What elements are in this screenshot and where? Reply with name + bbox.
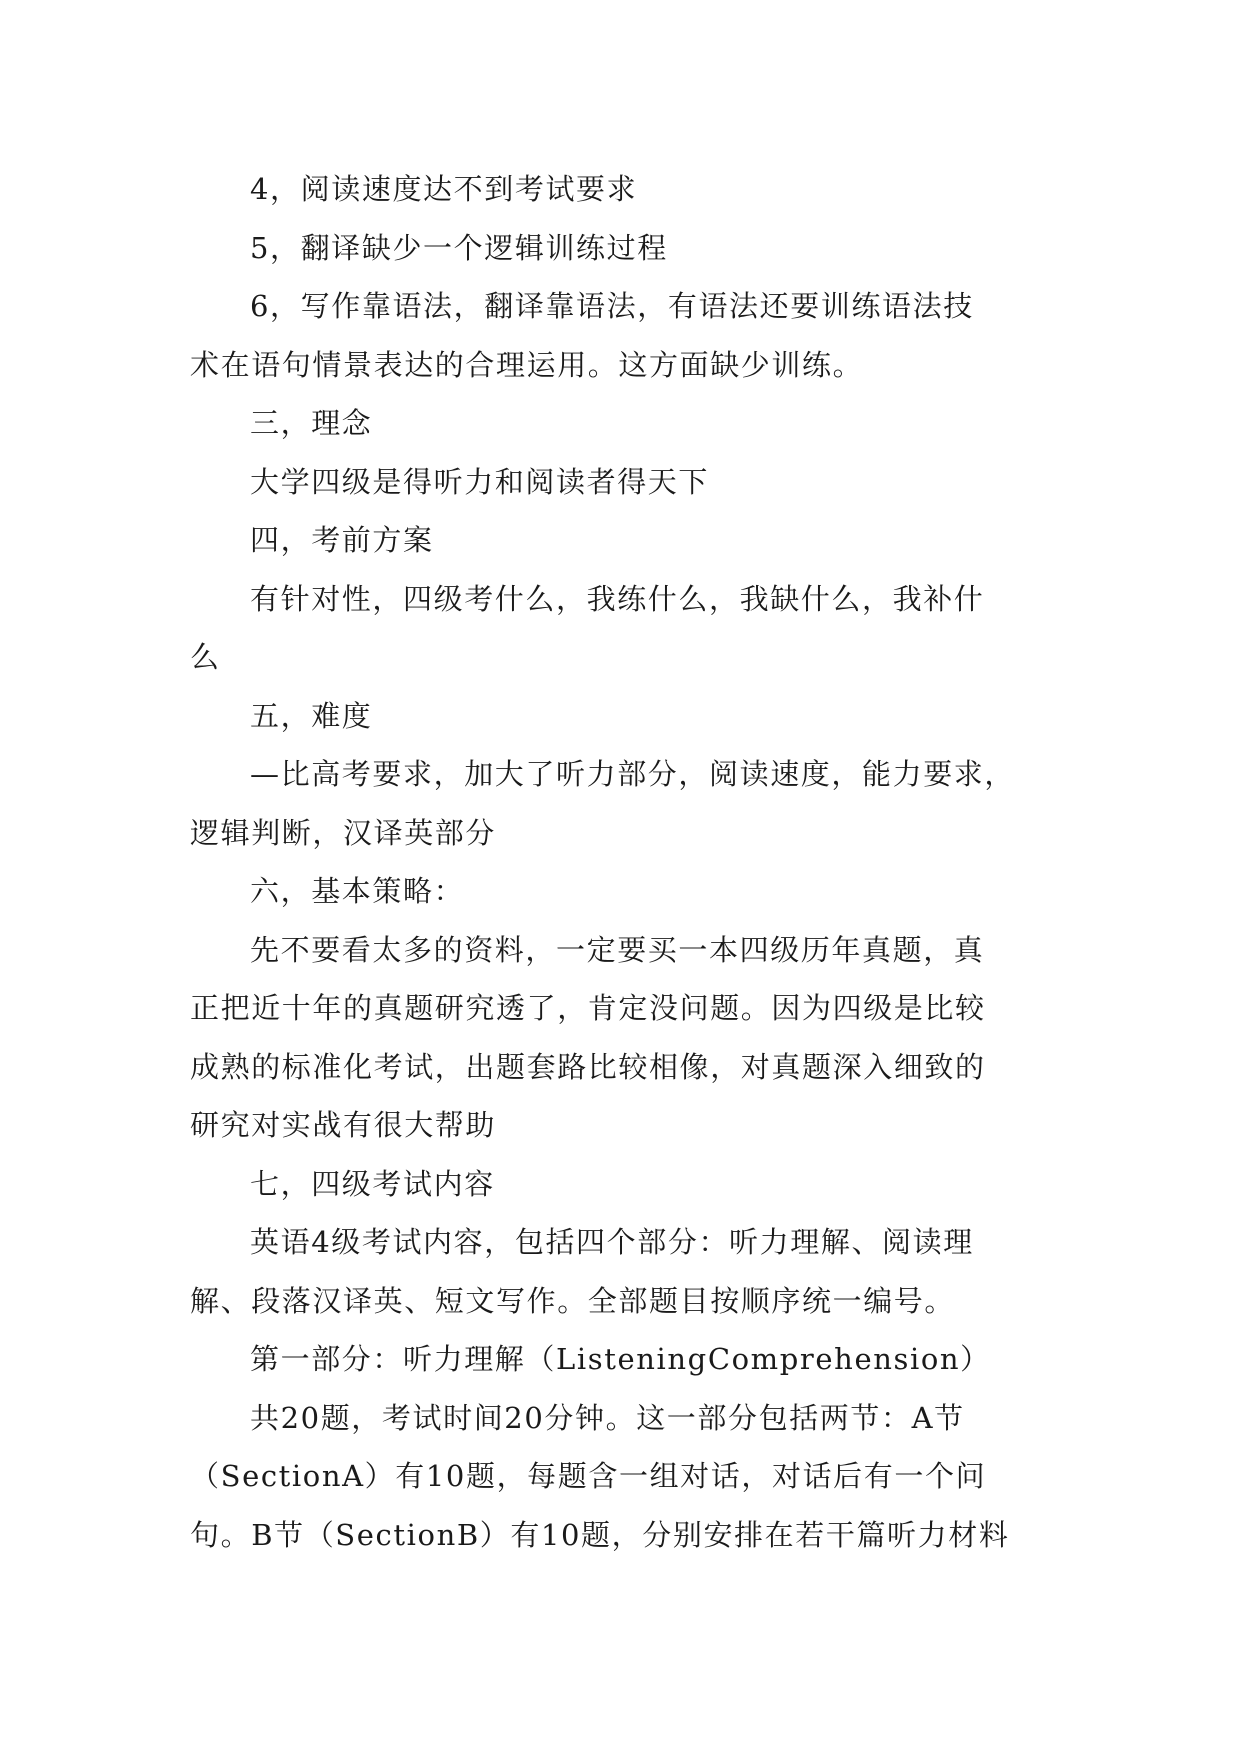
- text-line: （SectionA）有10题，每题含一组对话，对话后有一个问: [190, 1459, 987, 1493]
- text-line: —比高考要求，加大了听力部分，阅读速度，能力要求，: [250, 757, 1016, 791]
- subsection-heading: 第一部分：听力理解（ListeningComprehension）: [250, 1342, 991, 1376]
- text-line: 逻辑判断，汉译英部分: [190, 815, 497, 850]
- text-line: 英语4级考试内容，包括四个部分：听力理解、阅读理: [250, 1225, 974, 1259]
- text-line: 术在语句情景表达的合理运用。这方面缺少训练。: [190, 347, 864, 382]
- text-line: 正把近十年的真题研究透了，肯定没问题。因为四级是比较: [190, 991, 986, 1025]
- section-heading: 三，理念: [250, 406, 373, 440]
- text-line: 先不要看太多的资料，一定要买一本四级历年真题，真: [250, 932, 985, 967]
- text-line: 成熟的标准化考试，出题套路比较相像，对真题深入细致的: [190, 1049, 986, 1084]
- text-line: 么: [190, 640, 221, 674]
- text-line: 共20题，考试时间20分钟。这一部分包括两节：A节: [250, 1400, 965, 1435]
- section-heading: 六，基本策略：: [250, 874, 465, 908]
- text-line: 解、段落汉译英、短文写作。全部题目按顺序统一编号。: [190, 1283, 956, 1318]
- text-line: 大学四级是得听力和阅读者得天下: [250, 464, 710, 499]
- text-line: 6，写作靠语法，翻译靠语法，有语法还要训练语法技: [250, 289, 974, 323]
- text-line: 句。B节（SectionB）有10题，分别安排在若干篇听力材料: [190, 1517, 1010, 1552]
- section-heading: 五，难度: [250, 698, 373, 733]
- section-heading: 七，四级考试内容: [250, 1166, 495, 1201]
- text-line: 5，翻译缺少一个逻辑训练过程: [250, 230, 668, 265]
- text-line: 4，阅读速度达不到考试要求: [250, 172, 638, 206]
- document-body: [190, 160, 1050, 1564]
- section-heading: 四，考前方案: [250, 523, 434, 557]
- text-line: 有针对性，四级考什么，我练什么，我缺什么，我补什: [250, 581, 985, 616]
- text-line: 研究对实战有很大帮助: [190, 1108, 497, 1142]
